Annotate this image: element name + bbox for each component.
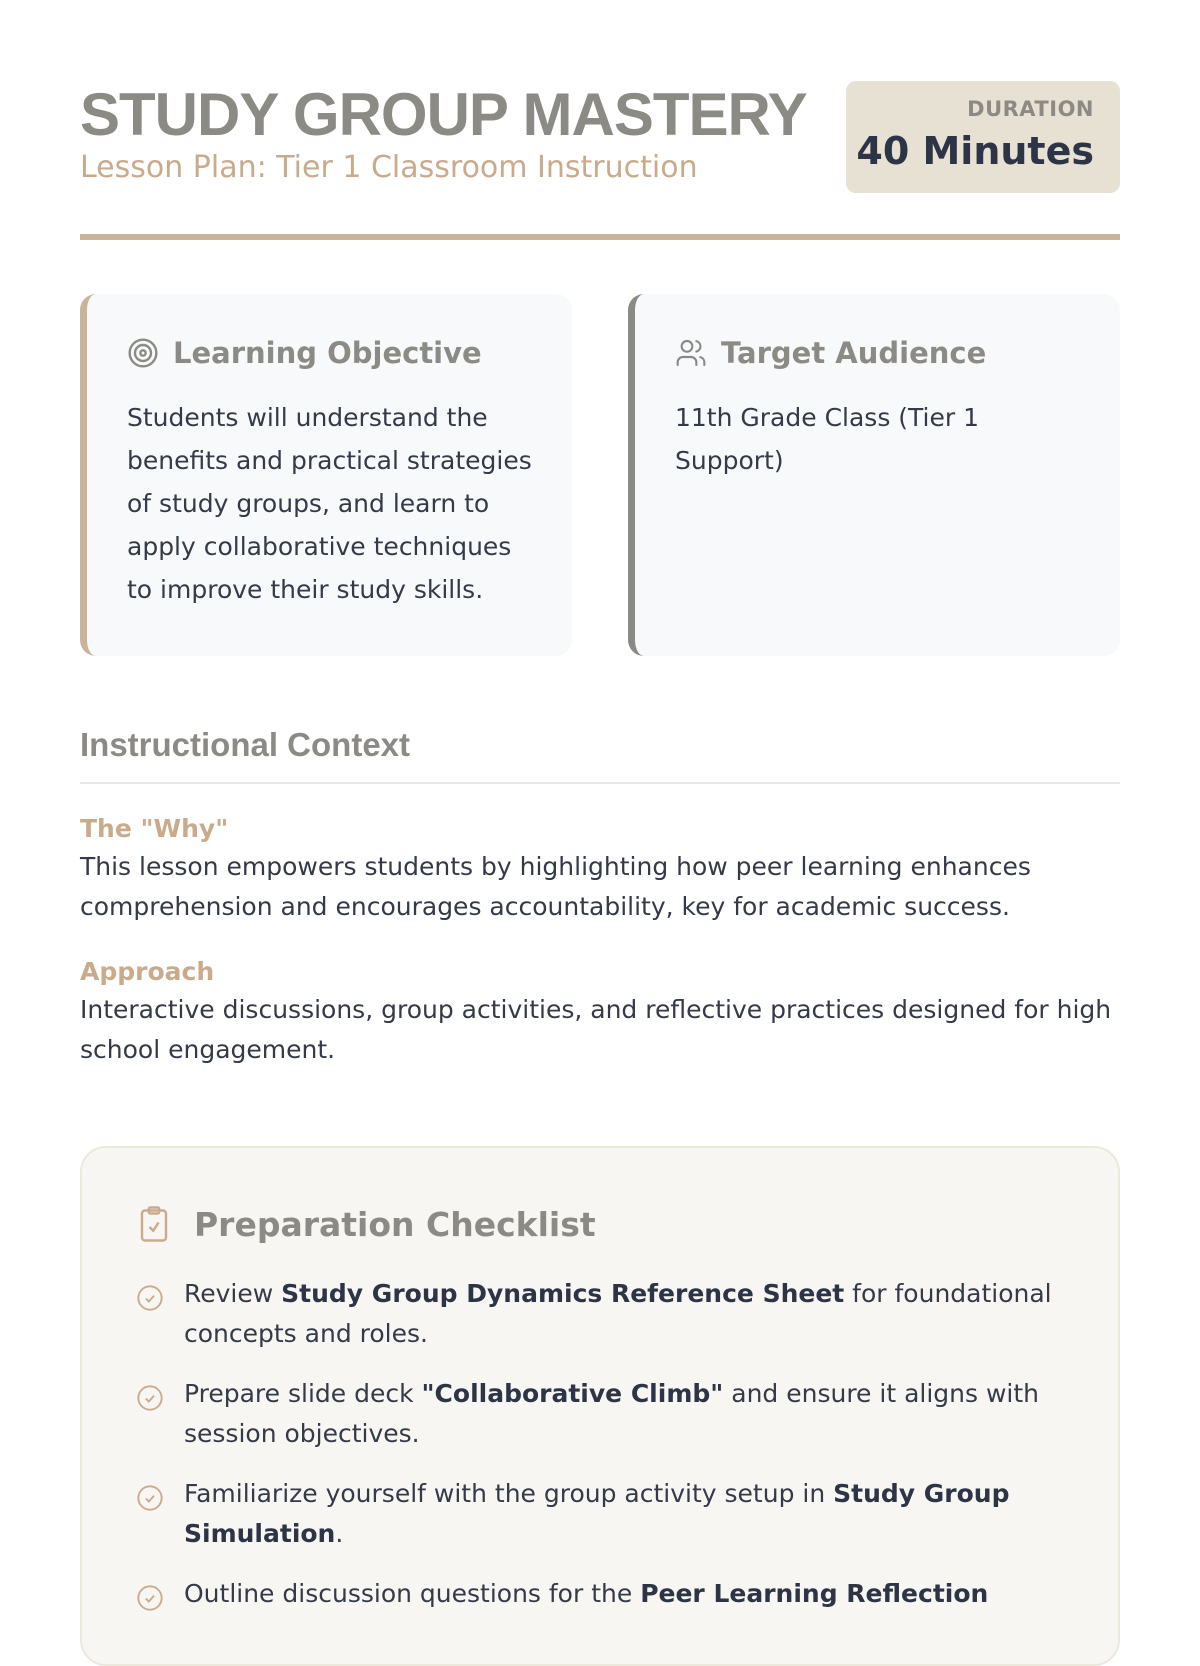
checklist-item-text: Familiarize yourself with the group activity setup in Study Group Simulation. [184, 1479, 1010, 1548]
card-title: Target Audience [721, 336, 987, 370]
page-title: STUDY GROUP MASTERY [80, 81, 807, 148]
why-block [80, 814, 1120, 927]
users-icon [675, 337, 707, 369]
header [80, 0, 1120, 240]
checklist-item [136, 1374, 1064, 1454]
lesson-plan-page [80, 0, 1120, 1608]
duration-label: DURATION [967, 97, 1094, 121]
duration-value: 40 Minutes [856, 129, 1094, 173]
duration-badge [846, 81, 1120, 193]
check-circle-icon [136, 1484, 164, 1512]
why-text: This lesson empowers students by highlighting how peer learning enhances comprehension and encourages accountability, key for academic success. [80, 852, 1031, 921]
checklist-item-text: Prepare slide deck "Collaborative Climb" and ensure it aligns with session objectives. [184, 1379, 1040, 1448]
preparation-checklist [80, 1146, 1120, 1666]
checklist-item [136, 1574, 1064, 1614]
approach-block [80, 957, 1120, 1070]
check-circle-icon [136, 1384, 164, 1412]
target-icon [127, 337, 159, 369]
approach-label: Approach [80, 957, 215, 986]
why-label: The "Why" [80, 814, 229, 843]
checklist-item-text: Review Study Group Dynamics Reference Sheet for foundational concepts and roles. [184, 1279, 1052, 1348]
page-subtitle: Lesson Plan: Tier 1 Classroom Instruction [80, 150, 698, 185]
checklist-item [136, 1474, 1064, 1554]
card-text: Students will understand the benefits and practical strategies of study groups, and learn to apply collaborative techniques to improve their study skills. [127, 403, 532, 604]
section-title: Instructional Context [80, 726, 1120, 784]
checklist-item [136, 1274, 1064, 1354]
approach-text: Interactive discussions, group activities, and reflective practices designed for high school engagement. [80, 995, 1112, 1064]
checklist-title: Preparation Checklist [194, 1204, 596, 1244]
clipboard-check-icon [136, 1204, 172, 1244]
instructional-context [80, 726, 1120, 1070]
checklist-item-text: Outline discussion questions for the Peer Learning Reflection [184, 1579, 989, 1608]
info-cards [80, 294, 1120, 656]
card-text: 11th Grade Class (Tier 1 Support) [675, 403, 980, 475]
target-audience-card [628, 294, 1120, 656]
learning-objective-card [80, 294, 572, 656]
check-circle-icon [136, 1284, 164, 1312]
card-title: Learning Objective [173, 336, 482, 370]
check-circle-icon [136, 1584, 164, 1612]
